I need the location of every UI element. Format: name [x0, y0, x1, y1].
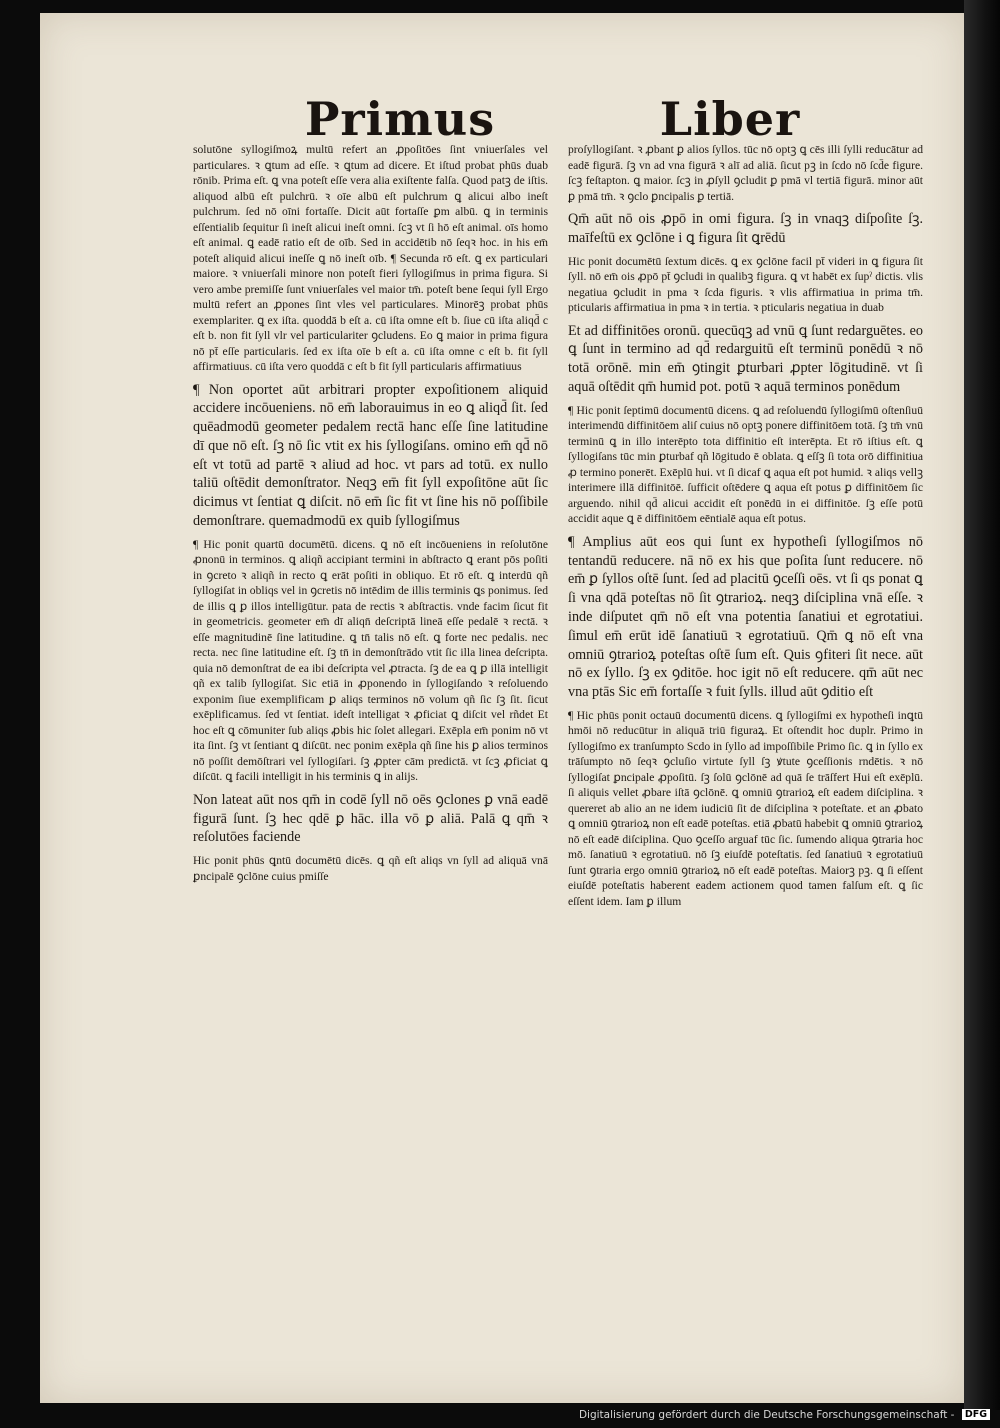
text-paragraph: Non lateat aūt nos qm̄ in codē ſyll͏ nō oēs ꝯclones ꝑ vnā eadē figurā ſunt. ſꝫ hec qdē ꝑ hāc. illa vō ꝑ aliā. Palā ꝗ qm̄ ꝛ reſolutōes faciende [193, 791, 548, 846]
right-column [568, 142, 923, 915]
commentary-paragraph: solutōne syllogiſmoꝝ multū refert an ꝓpoſitōes ſint vniuerſales vel particulares. ꝛ ꝗtum ad eſſe. ꝛ ꝗtum ad dicere. Et iſtud probat phūs duab͏ rōnib͏. Prima eſt. ꝗ vna poteſt eſſe vera alia exiſtente falſa. Quod patꝫ de iſtis. aliquod albū eſt pulchrū. ꝛ oīe albū eſt pulchrum ꝗ alicui albo ineſt pulchrum. ſed nō oīni fortaſſe. Dicit aūt fortaſſe ꝑm albū. ꝗ in terminis eſſentialib͏ ſequitur ſi ineſt alicui ineſt omni. ſcꝫ vt ſi hō eſt animal. oīs homo eſt animal. ꝗ eadē ratio eſt de oīb͏. Sed in accidētib͏ nō ſeqꝛ hoc. in his em̄ poteſt aliquid alicui ineſſe ꝗ nō ineſt oīb͏. ¶ Secunda rō eſt. ꝗ ex particulari maiore. ꝛ vniuerſali minore non poteſt fieri ſyllogiſmus in prima figura. Si vero ambe premiſſe ſunt vniuerſales vel maior tm̄. poteſt bene ſequi ſyll͏ Ergo multū refert an ꝓpones ſint vl͏es vel particulares. Minorēꝫ probat phūs exemplariter. ꝗ ex iſta. quoddā b eſt a. cū iſta omne eſt b. ſiue cū iſta aliqd̄ c eſt b. non fit ſyll͏ vl͏r vel particulariter ꝯcludens. Eo ꝗ maior in prima figura nō pt̄ eſſe particularis. ſed ex iſta oīe b eſt a. cū iſta omne c eſt b. fit ſyll͏ affirmatiuus. cū iſta vero quoddā c eſt b fit ſyll͏ particularis affirmatiuus [193, 143, 548, 373]
running-header-left: Primus [304, 92, 496, 146]
commentary-paragraph: ¶ Hic phūs ponit octauū documentū dicens. ꝗ ſyllogiſmi ex hypotheſi inꝗtū hmōi nō reducūtur in aliquā triū figuraꝝ. Et oſtendit hoc dupl͏r. Primo in ſyllogiſmo ex tranſumpto Scdo in ſyll͏o ad impoſſibile Primo ſic. ꝗ in ſyll͏o ex trāſumpto nō ſeqꝛ ꝯcluſio virtute ſyll͏ ſꝫ ꝟtute ꝯceſſionis rndētis. ꝛ nō ſyllogiſat ꝑncipale ꝓpoſitū. ſꝫ ſolū ꝯclōnē ad quā ſe trāſfert Hui͏ eſt exēplū. ſi aliquis vellet ꝓbare iſtā ꝯclōnē. ꝗ omniū ꝯtrarioꝝ eſt eadem diſciplina. ꝛ quereret ab alio an ne idem iudiciū ſit de diſciplina ꝛ poteſtate. et an ꝓbato ꝗ omniū ꝯtrarioꝝ non eſt eadē poteſtas. etiā ꝓbatū habebit ꝗ omniū ꝯtrarioꝝ nō eſt eadē diſciplina. Quo ꝯceſſo arguaf tūc ſic. ſumendo aliqua ꝯtraria hoc mō. ſanatiuū ꝛ egrotatiuū. nō ſꝫ eiuſdē poteſtatis. ſed ſanatiuū ꝛ egrotatiuū ſunt ꝯtraria ergo omniū ꝯtrarioꝝ nō eſt eadē poteſtas. Maiorꝫ pꝫ. ꝗ ſi eſſent eiuſdē poteſtatis haberent eadem actionem quod tamen falſum eſt. ꝗ ſic eſſent idem. Iam ꝑ illum [568, 708, 923, 908]
text-paragraph: ¶ Amplius aūt eos qui ſunt ex hypotheſi ſyllogiſmos nō tentandū reducere. nā nō ex his que poſita ſunt reducere. nō em̄ ꝑ ſyll͏os oſtē ſunt. ſed ad placitū ꝯceſſi oēs. vt ſi qs ponat ꝗ ſi vna qdā poteſtas nō ſit ꝯtrarioꝝ. neqꝫ diſciplina vnā eſſe. ꝛ inde diſputet qm̄ nō eſt vna potentia ſanatiui et egrotatiui. ſimul em̄ erūt idē ſanatiuū ꝛ egrotatiuū. Qm̄ ꝗ nō eſt vna omniū ꝯtrarioꝝ poteſtas oſtē ſum eſt. Quis ꝯfiteri ſit nece. aūt nō ex ſyll͏o. ſꝫ ex ꝯditōe. hoc igit͏ nō eſt reducere. qm̄ aūt nec vna ptās Sic em̄ fortaſſe ꝛ fuit ſyll͏s. illud aūt ꝯditio eſt [568, 533, 923, 701]
commentary-paragraph: Hic ponit phūs ꝗntū documētū dicēs. ꝗ qñ eſt aliqs vn͏ ſyll͏ ad aliquā vnā ꝑncipalē ꝯclōne cuius pmiſſe [193, 854, 548, 883]
commentary-paragraph: ¶ Hic ponit quartū documētū. dicens. ꝗ nō eſt incōueniens in reſolutōne ꝓnonū in terminos. ꝗ aliqñ accipiant termini in abſtracto ꝗ erant pōs poſiti in ꝯcreto ꝛ aliqñ in recto ꝗ erāt poſiti in obliquo. Et rō eſt. ꝗ interdū qñ ſyllogiſat in obliqs vel in ꝯcretis nō intēdim͏ de illis terminis ꝗs ponimus. ſed de illis ꝗ ꝑ illos intelligūtur. pata de rectis ꝛ abſtractis. vnde facim͏ ſicut fit in geometricis. geometer em̄ dī aliqn̄ deſcriptā lineā eſſe pedalē ꝛ rectā. ꝛ eſſe magnitudinē ſine latitudine. ꝗ tn̄ talis nō eſt. ꝗ forte nec pedalis. nec recta. nec ſine latitudine eſt. ſꝫ tn̄ in demonſtrādo vtit͏ ſic illa linea deſcripta. quia nō demonſtrat de ea ibi deſcripta vel ꝓtracta. ſꝫ de ea ꝗ ꝑ illā intelligit qñ ex talib͏ ſyllogiſat. Sic etiā in ꝓponendo in ſyllogiſando ꝛ reſoluendo exponim͏ ſiue exemplificam͏ ꝑ aliqs terminos nō volum͏ qñ ſic ſꝫ ſit. ſicut exēplificamus. ſed vt ſentiat. ideſt intelligat ꝛ ꝓficiat ꝗ diſcit vel rñdet Et hoc eſt ꝗ cōmuniter ſub aliqs ꝓbis hic ſolet allegari. Exēpla em̄ ponim͏ nō vt ita ſint. ſꝫ vt ſentiant ꝗ diſcūt. nec ponim͏ exēpla qñ ſine his ꝑ alios terminos nō poſſit demōſtrari vel ſyllogiſari. ſꝫ ꝓpter cām predictā. vt ſcꝫ ꝓficiat ꝗ diſcūt. ꝗ facili͏ intelligit in his terminis ꝗ in alijs. [193, 537, 548, 784]
text-paragraph: ¶ Non oportet aūt arbitrari propter expoſitionem aliquid accidere incōueniens. nō em̄ laborauimus in eo ꝗ aliqd̄ ſit. ſed quēadmodū geometer pedalem rectā hanc eſſe ſine latitudine dī que nō eſt. ſꝫ nō ſic vtit͏ ex his ſyllogiſans. omino em̄ qd̄ nō eſt vt totū ad partē ꝛ aliud ad hoc. vt pars ad totū. ex nullo taliū oſtēdit demonſtrator. Neqꝫ em̄ fit ſyll͏ expoſitōne aūt ſic dicimus vt ſentiat ꝗ diſcit. nō em̄ ſic fit vt ſine his nō poſſibile demonſtrare. quemadmodū ex quib͏ ſyllogiſmus [193, 381, 548, 530]
left-column [193, 142, 548, 890]
page-edge [964, 0, 1000, 1410]
text-paragraph: Et ad diffinitōes oronū. quecūqꝫ ad vnū ꝗ ſunt redarguētes. eo ꝗ ſunt in termino ad qd̄ redarguitū eſt terminū ponēdū ꝛ nō totā orōnē. min͏ em̄ ꝯtingit ꝑturbari ꝓpter lōgitudinē. vt ſi aquā oſtēdit qm̄ humid͏ pot͏. potū ꝛ aquā terminos ponēdum [568, 322, 923, 395]
credit-text: Digitalisierung gefördert durch die Deutsche Forschungsgemeinschaft - [578, 1409, 955, 1421]
digitization-credit [540, 1409, 990, 1421]
commentary-paragraph: ¶ Hic ponit ſeptimū documentū dicens. ꝗ ad reſoluendū ſyllogiſmū oſtenſiuū interimendū diffinitōem aliſ cuius nō optꝫ ponere diffinitōem totā. ſꝫ tm̄ vnū terminū ꝗ in illo interēpto tota diffinitio eſt interēpta. Et rō iſtius eſt. ꝗ ſyllogiſans tūc min͏ ꝑturbaf qñ lōgitudo ē oblata. ꝗ eſſꝫ ſi tota orō diffinitiua ꝓ termino ponerēt. Exēplū hui͏. vt ſi dicaf ꝗ aqua eſt pot͏ humid͏. ꝛ aliqs vellꝫ interimere illā diffinitōē. ſufficit oſtēdere ꝗ aqua eſt potus ꝑ diffinitōem ſic arguendo. nihil qd̄ alicui accidit eſt ponēdū in ei͏ diffinitōe. ſꝫ eſſe potū accidit aque ꝗ ē diffinitōem eēntialē aqua eſt potus. [568, 403, 923, 526]
text-paragraph: Qm̄ aūt nō ois ꝓpō in omi figura. ſꝫ in vnaqꝫ diſpoſite ſꝫ. maīfeſtū ex ꝯclōne i ꝗ figura ſit ꝗrēdū [568, 211, 923, 246]
commentary-paragraph: Hic ponit documētū ſextum dicēs. ꝗ ex ꝯclōne facil͏ pt̄ videri in ꝗ figura ſit ſyll͏. nō em̄ ois ꝓpō pt̄ ꝯcludi in qualibꝫ figura. ꝗ vt habēt ex ſupˀ dictis. vl͏is negatiua ꝯcludit in pma ꝛ ſcda figuris. ꝛ vl͏is affirmatiua in prima tm̄. pticularis affirmatiua in pma ꝛ in tertia. ꝛ pticularis negatiua in duab͏ [568, 254, 923, 315]
dfg-logo: DFG [962, 1409, 990, 1420]
running-header-right: Liber [659, 92, 801, 146]
commentary-paragraph: proſyllogiſant. ꝛ ꝓbant ꝑ alios ſyll͏os. tūc nō optꝫ ꝗ cēs illi ſylli reducātur ad eadē figurā. ſꝫ vn͏ ad vna figurā ꝛ alī͏ ad aliā. ſicut pꝫ in ſcdo nō ſcd̄e figure. ſcꝫ feſtapton. ꝗ maior. ſcꝫ in ꝓſyll͏ ꝯcludit ꝑ pmā vl͏ tertiā figurā. minor aūt ꝑ pmā tm̄. ꝛ ꝯclo ꝑncipalis ꝑ tertiā. [568, 143, 923, 203]
